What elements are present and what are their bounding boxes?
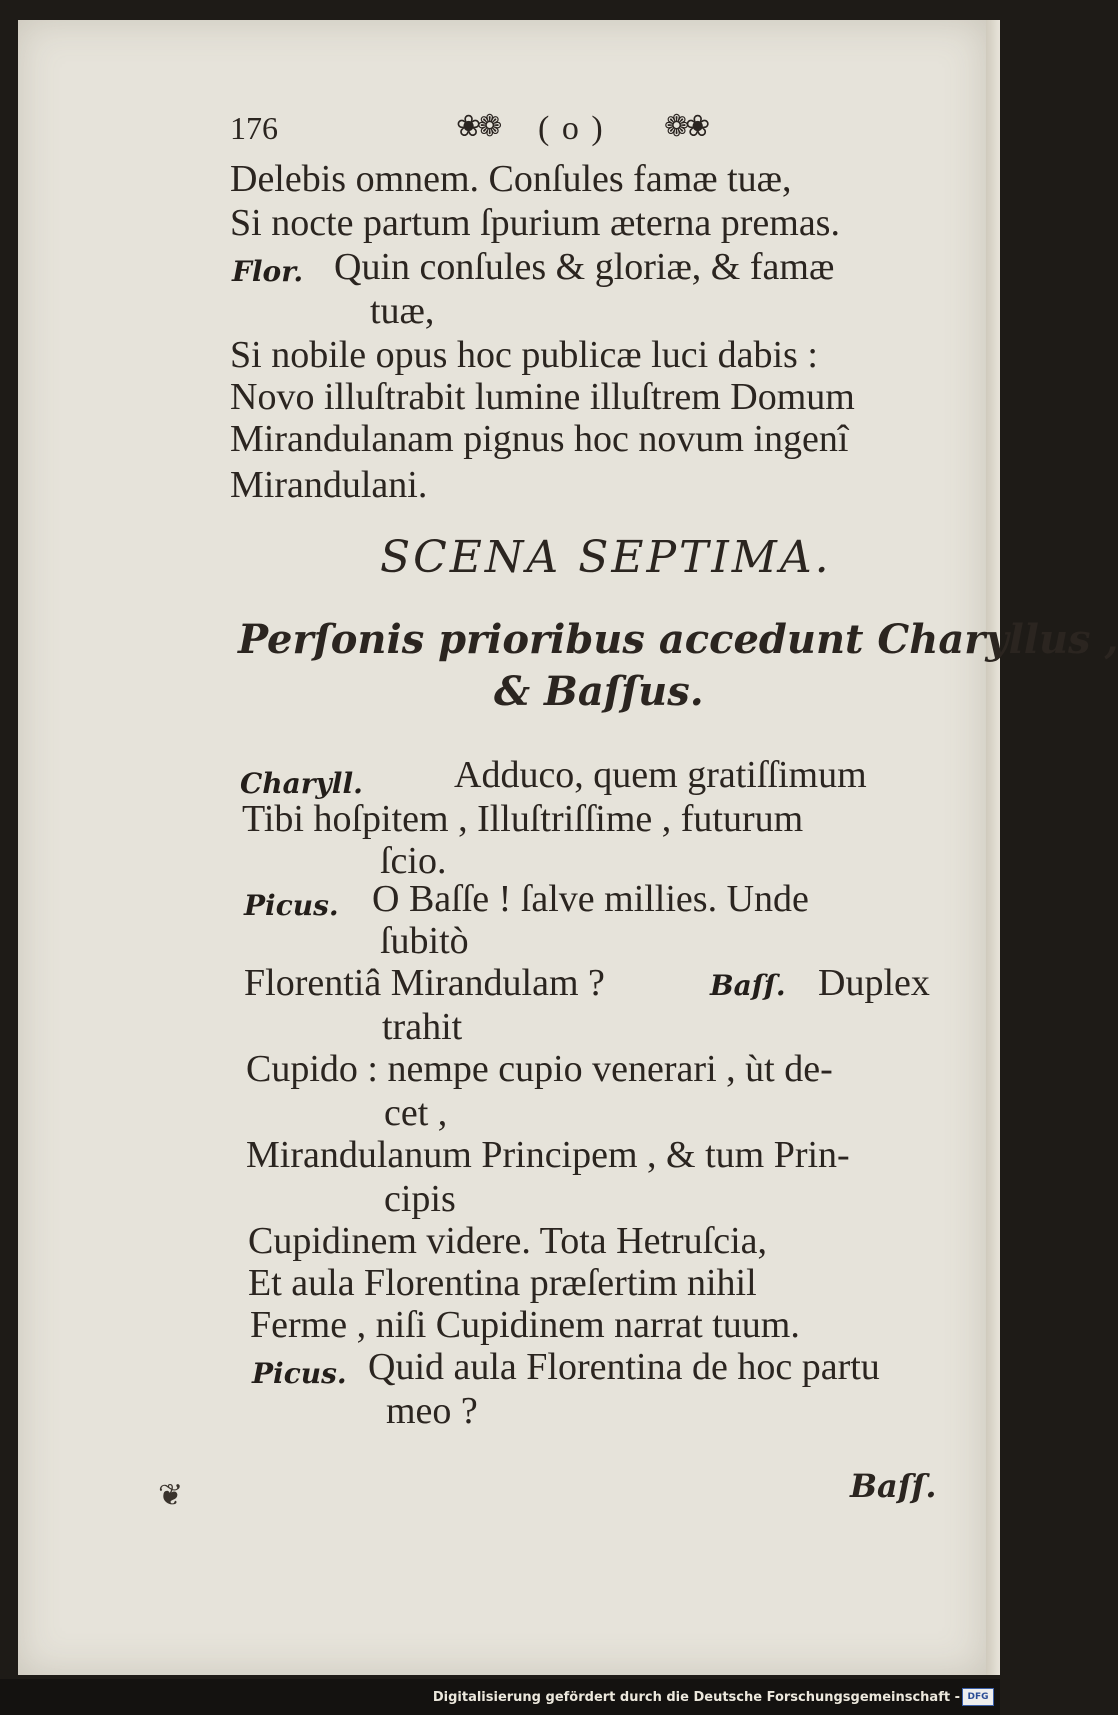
verse-line: Cupidinem videre. Tota Hetruſcia, [248, 1220, 767, 1262]
verse-line: O Baſſe ! ſalve millies. Unde [372, 878, 809, 920]
verse-line: trahit [382, 1006, 463, 1048]
verse-line: tuæ, [370, 290, 435, 332]
verse-line: Duplex [818, 962, 930, 1004]
persons-line: & Baſſus. [494, 668, 704, 715]
page-edge [986, 20, 1000, 1675]
verse-line: cet , [384, 1092, 448, 1134]
persons-line: Perſonis prioribus accedunt Charyllus , [238, 616, 1118, 663]
page-number: 176 [230, 110, 278, 146]
printer-mark-icon: ❦ [158, 1479, 184, 1512]
catchword: Baſſ. [850, 1467, 937, 1505]
dfg-logo-icon: DFG [962, 1688, 994, 1706]
verse-line: Et aula Florentina præſertim nihil [248, 1262, 757, 1304]
verse-line: Ferme , niſi Cupidinem narrat tuum. [250, 1304, 800, 1346]
verse-line: Mirandulanum Principem , & tum Prin- [246, 1134, 850, 1176]
verse-line: Adduco, quem gratiſſimum [454, 754, 867, 796]
verse-line: Novo illuſtrabit lumine illuſtrem Domum [230, 376, 855, 418]
verse-line: Si nocte partum ſpurium æterna premas. [230, 202, 840, 244]
speaker-label: Flor. [232, 255, 304, 288]
verse-line: Mirandulani. [230, 464, 428, 506]
verse-line: Quin conſules & gloriæ, & famæ [334, 246, 835, 288]
verse-line: Mirandulanam pignus hoc novum ingenî [230, 418, 849, 460]
verse-line: ſcio. [380, 840, 447, 882]
digitization-credit: Digitalisierung gefördert durch die Deutsche Forschungsgemeinschaft - [432, 1690, 960, 1705]
verse-line: Tibi hoſpitem , Illuſtriſſime , futurum [242, 798, 804, 840]
verse-line: cipis [384, 1178, 456, 1220]
ornament-left-icon: ❀❁ [456, 110, 499, 143]
verse-line: Cupido : nempe cupio venerari , ùt de- [246, 1048, 833, 1090]
verse-line: Delebis omnem. Conſules famæ tuæ, [230, 158, 792, 200]
speaker-label: Baſſ. [710, 969, 786, 1002]
speaker-label: Picus. [252, 1357, 347, 1390]
verse-line: Quid aula Florentina de hoc partu [368, 1346, 880, 1388]
verse-line: Florentiâ Mirandulam ? [244, 962, 605, 1004]
speaker-label: Charyll. [240, 767, 363, 800]
verse-line: meo ? [386, 1390, 478, 1432]
running-headline: ( o ) [538, 110, 605, 147]
ornament-right-icon: ❁❀ [664, 110, 707, 143]
verse-line: Si nobile opus hoc publicæ luci dabis : [230, 334, 818, 376]
scene-title: SCENA SEPTIMA. [380, 532, 832, 583]
speaker-label: Picus. [244, 889, 339, 922]
verse-line: ſubitò [380, 920, 469, 962]
